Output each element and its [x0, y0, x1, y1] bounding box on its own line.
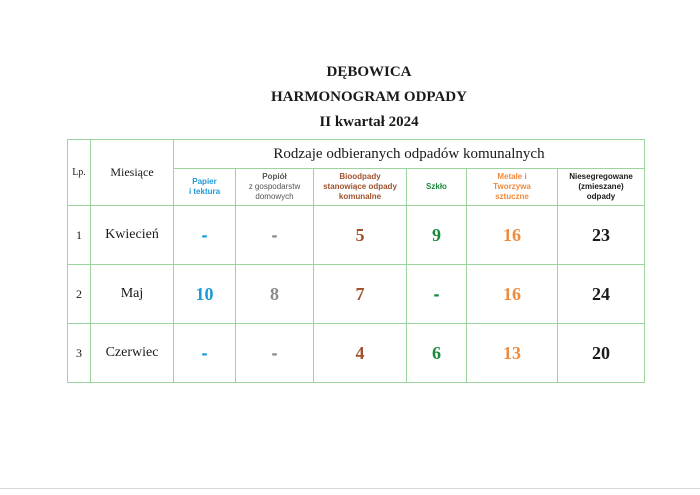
- category-bio: [314, 169, 407, 206]
- row-month: Czerwiec: [91, 324, 174, 383]
- category-label: Tworzywa: [493, 182, 531, 191]
- lp-header: Lp.: [68, 140, 91, 206]
- value-bio: 7: [314, 265, 407, 324]
- value-bio: 5: [314, 206, 407, 265]
- category-label: Popiół: [262, 172, 287, 181]
- category-label: odpady: [586, 192, 616, 201]
- category-label: (zmieszane): [578, 182, 624, 191]
- category-label: Bioodpady: [339, 172, 381, 181]
- value-ash: -: [236, 324, 314, 383]
- row-month: Maj: [91, 265, 174, 324]
- value-mixed: 23: [558, 206, 645, 265]
- value-mixed: 24: [558, 265, 645, 324]
- category-label: z gospodarstw: [248, 182, 301, 191]
- value-glass: 9: [407, 206, 467, 265]
- row-lp: 1: [68, 206, 91, 265]
- category-label: Szkło: [426, 182, 447, 191]
- value-glass: 6: [407, 324, 467, 383]
- table-row: [68, 206, 645, 265]
- category-label: i tektura: [188, 187, 221, 196]
- category-metal-plastic: [467, 169, 558, 206]
- category-label: Niesegregowane: [569, 172, 633, 181]
- value-glass: -: [407, 265, 467, 324]
- category-glass: [407, 169, 467, 206]
- month-header: Miesiące: [91, 140, 174, 206]
- title-block: [0, 60, 700, 135]
- schedule-title: HARMONOGRAM ODPADY: [271, 89, 467, 105]
- value-paper: -: [174, 324, 236, 383]
- value-ash: -: [236, 206, 314, 265]
- row-lp: 2: [68, 265, 91, 324]
- value-mixed: 20: [558, 324, 645, 383]
- value-metal-plastic: 16: [467, 206, 558, 265]
- waste-types-header: Rodzaje odbieranych odpadów komunalnych: [174, 140, 645, 169]
- category-ash: [236, 169, 314, 206]
- schedule-table: [67, 139, 645, 383]
- value-metal-plastic: 16: [467, 265, 558, 324]
- category-mixed: [558, 169, 645, 206]
- value-ash: 8: [236, 265, 314, 324]
- town-title: DĘBOWICA: [326, 64, 412, 80]
- value-bio: 4: [314, 324, 407, 383]
- category-label: domowych: [255, 192, 294, 201]
- category-label: stanowiące odpady: [323, 182, 397, 191]
- period-title: II kwartał 2024: [319, 114, 419, 130]
- category-label: Papier: [192, 177, 217, 186]
- table-row: [68, 324, 645, 383]
- category-label: sztuczne: [495, 192, 529, 201]
- category-label: Metale i: [497, 172, 527, 181]
- table-row: [68, 265, 645, 324]
- row-month: Kwiecień: [91, 206, 174, 265]
- value-metal-plastic: 13: [467, 324, 558, 383]
- category-paper: [174, 169, 236, 206]
- category-label: komunalne: [338, 192, 382, 201]
- value-paper: 10: [174, 265, 236, 324]
- page-edge-line: [0, 488, 700, 489]
- value-paper: -: [174, 206, 236, 265]
- row-lp: 3: [68, 324, 91, 383]
